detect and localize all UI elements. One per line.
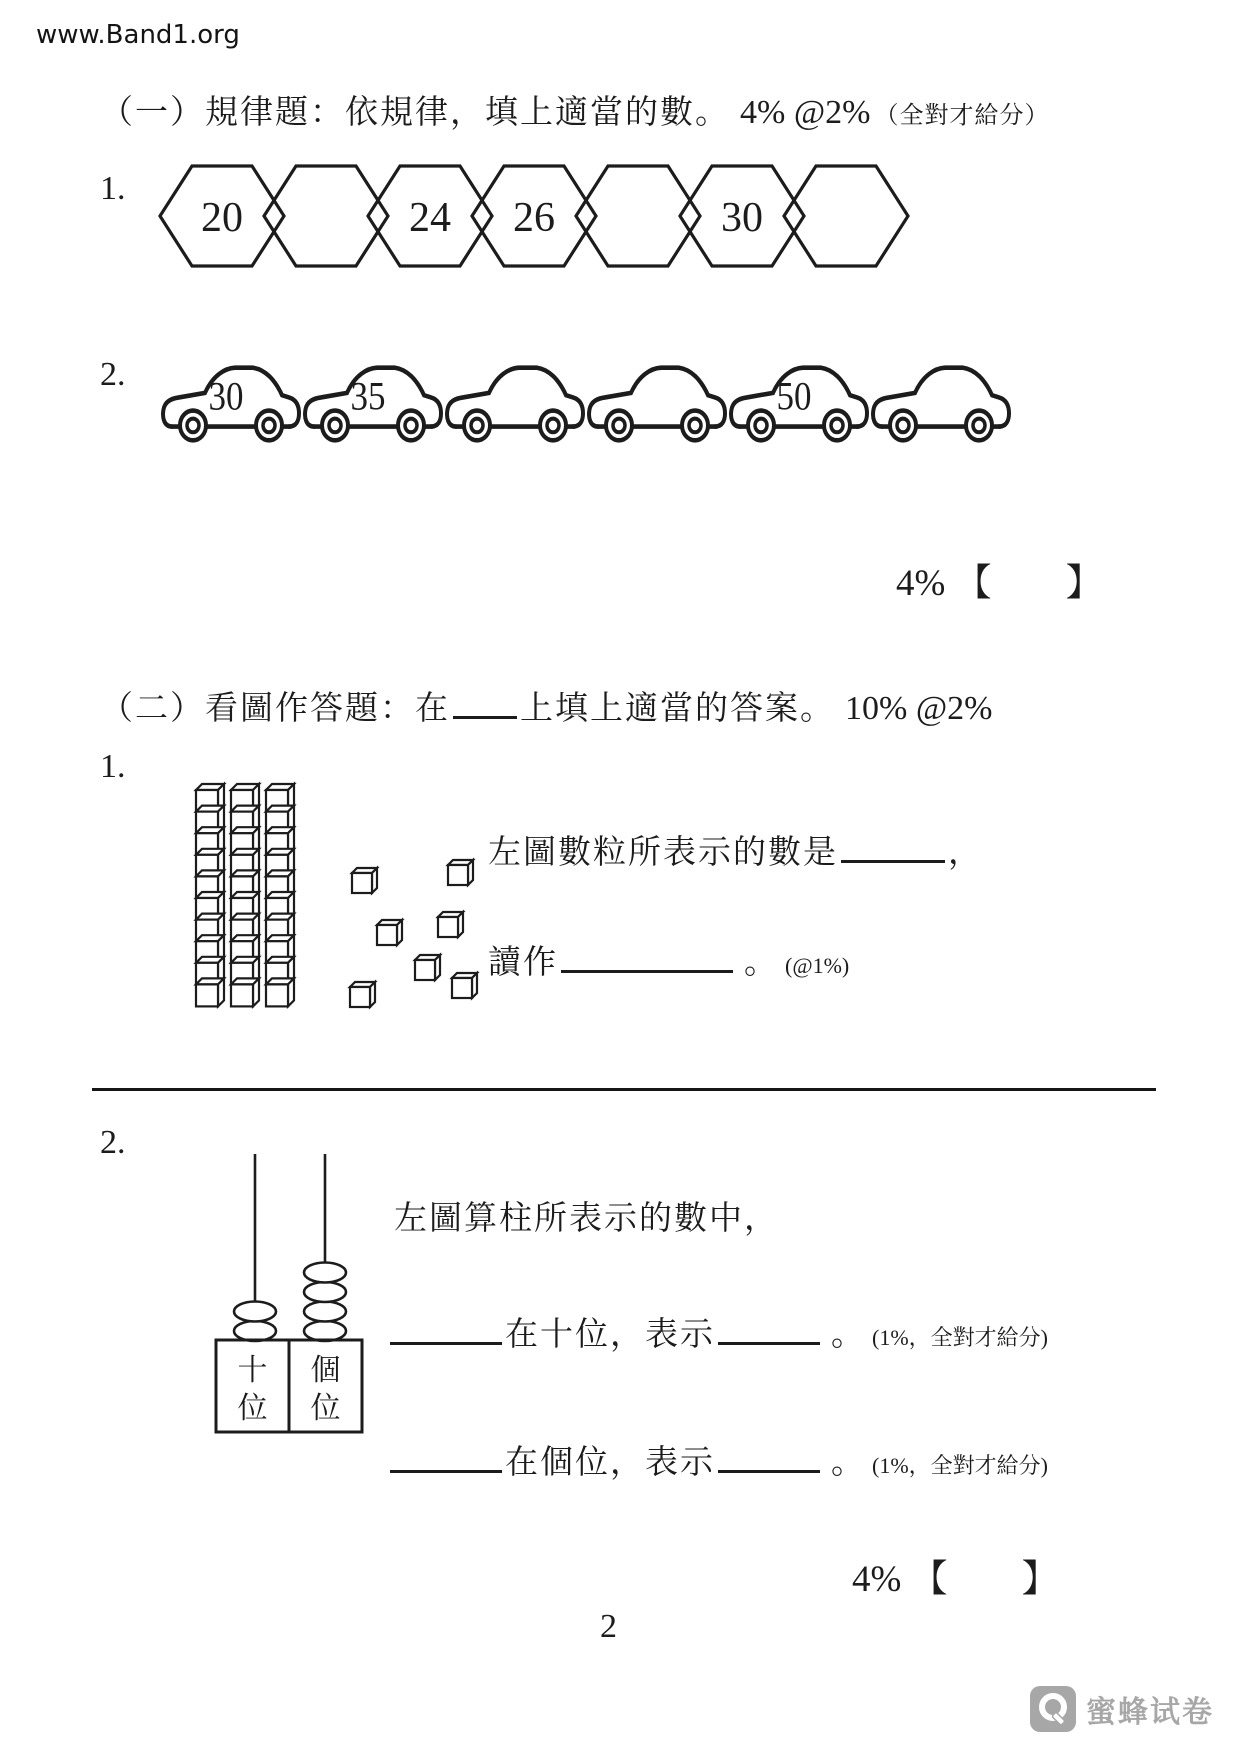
- s2q2-line3-text: 在個位，表示: [505, 1445, 715, 1481]
- abacus-bead: [234, 1302, 276, 1322]
- car-shape: [447, 368, 583, 441]
- ones-place-label: 個: [310, 1354, 341, 1387]
- score2-bracket-close: 】: [1021, 1559, 1059, 1600]
- car-shape: [305, 368, 441, 441]
- tens-place-label: 位: [237, 1392, 268, 1425]
- abacus-bead: [304, 1321, 346, 1341]
- s2q1-answer-blank-2: [561, 937, 733, 973]
- question1-number: 1.: [100, 170, 126, 207]
- s2q1-line1: [488, 826, 983, 873]
- abacus-figure: [198, 1148, 368, 1440]
- unit-cube: [452, 973, 477, 998]
- score1-percent: 4%: [896, 563, 946, 604]
- score2-bracket-open: 【: [910, 1559, 948, 1600]
- s2q1-line2: [488, 936, 849, 983]
- unit-cube: [438, 912, 463, 937]
- base-ten-blocks-figure: [182, 768, 482, 1013]
- section1-title-text: （一）規律題：依規律，填上適當的數。: [100, 95, 730, 131]
- abacus-bead: [304, 1282, 346, 1302]
- s2q2-line3-note: (1%，全對才給分): [872, 1453, 1048, 1478]
- site-url: www.Band1.org: [36, 20, 240, 50]
- s2q2-line2-text: 在十位，表示: [505, 1317, 715, 1353]
- s2q1-line1-punct: ，: [948, 835, 983, 871]
- s2q2-answer-blank-3: [390, 1437, 502, 1473]
- abacus-bead: [304, 1263, 346, 1283]
- car-shape: [731, 368, 867, 441]
- hexagon-pattern-figure: [158, 162, 918, 274]
- s2q2-line2-punct: 。: [831, 1317, 866, 1353]
- publisher-logo-text: 蜜蜂试卷: [1086, 1696, 1214, 1729]
- s2q2-answer-blank-1: [390, 1309, 502, 1345]
- s2q1-line2-note: (@1%): [785, 953, 850, 978]
- car-shape: [163, 368, 299, 441]
- s2q2-line1: 左圖算柱所表示的數中，: [394, 1201, 779, 1237]
- hexagon-value: 24: [409, 195, 451, 241]
- section2-score-box: [852, 1548, 1059, 1602]
- section2-title-suffix: 上填上適當的答案。: [520, 691, 835, 727]
- score2-percent: 4%: [852, 1559, 902, 1600]
- section2-title-prefix: （二）看圖作答題：在: [100, 691, 450, 727]
- abacus-bead: [304, 1302, 346, 1322]
- bee-logo-icon: [1030, 1686, 1076, 1732]
- section-divider-line: [92, 1088, 1156, 1091]
- s2q2-line2: [390, 1308, 1048, 1355]
- q-pencil-glyph: [1030, 1686, 1076, 1732]
- s2q2-answer-blank-4: [718, 1437, 820, 1473]
- s2q1-answer-blank-1: [841, 827, 945, 863]
- section1-score-box: [896, 552, 1103, 606]
- page-number: 2: [600, 1608, 617, 1645]
- section2-question2-number: 2.: [100, 1124, 126, 1161]
- s2q1-line2-punct: 。: [744, 945, 779, 981]
- section1-marks-note: （全對才給分）: [874, 103, 1050, 129]
- section2-title-blank: [453, 683, 517, 719]
- hexagon-value: 30: [721, 195, 763, 241]
- section2-question1-number: 1.: [100, 748, 126, 785]
- section1-marks: 4% @2%: [740, 94, 871, 131]
- hexagon-value: 26: [513, 195, 555, 241]
- publisher-logo: [1030, 1686, 1214, 1732]
- s2q1-line1-text: 左圖數粒所表示的數是: [488, 835, 838, 871]
- hexagon-value: 20: [201, 195, 243, 241]
- s2q2-answer-blank-2: [718, 1309, 820, 1345]
- question2-number: 2.: [100, 356, 126, 393]
- s2q2-line3-punct: 。: [831, 1445, 866, 1481]
- unit-cube: [266, 978, 294, 1006]
- car-value: 35: [350, 375, 386, 420]
- section2-title: [100, 682, 992, 729]
- s2q2-line2-note: (1%，全對才給分): [872, 1325, 1048, 1350]
- unit-cube: [196, 978, 224, 1006]
- ones-place-label: 位: [310, 1392, 341, 1425]
- s2q2-line3: [390, 1436, 1048, 1483]
- unit-cube: [350, 982, 375, 1007]
- s2q1-line2-text: 讀作: [488, 945, 558, 981]
- car-value: 50: [776, 375, 812, 420]
- unit-cube: [448, 860, 473, 885]
- abacus-bead: [234, 1321, 276, 1341]
- car-shape: [873, 368, 1009, 441]
- score1-bracket-close: 】: [1065, 563, 1103, 604]
- section1-title: [100, 86, 1049, 133]
- unit-cube: [352, 868, 377, 893]
- unit-cube: [415, 955, 440, 980]
- car-pattern-figure: [160, 350, 1016, 446]
- score1-bracket-open: 【: [954, 563, 992, 604]
- car-shape: [589, 368, 725, 441]
- unit-cube: [377, 920, 402, 945]
- section2-marks: 10% @2%: [845, 690, 993, 727]
- tens-place-label: 十: [237, 1354, 268, 1387]
- car-value: 30: [208, 375, 244, 420]
- unit-cube: [231, 978, 259, 1006]
